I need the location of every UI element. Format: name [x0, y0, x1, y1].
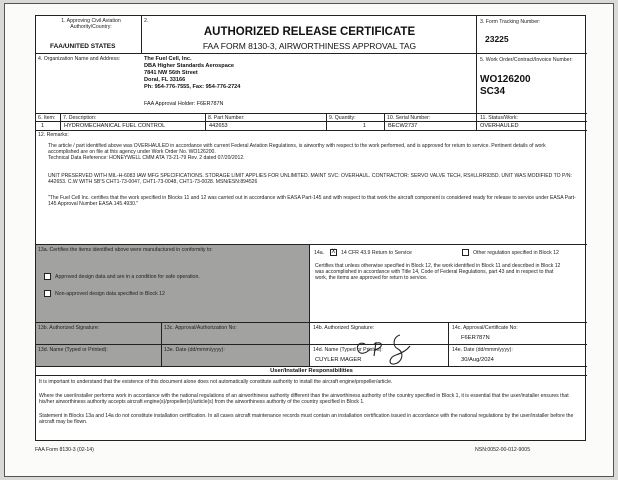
faa-approval-holder: FAA Approval Holder: F6ER787N — [144, 101, 224, 107]
header-status-label: 11. Status/Work: — [480, 115, 518, 121]
responsibilities-paragraph-2: Where the user/installer performs work in accordance with the national regulations of an airworthiness authority different than the airworthiness authority of the country specified in Block 1, it is essential that the user/installer ensures that his/her airworthiness authority accepts aircraft engine(s)/propeller(s)/article(s) from the airworthiness authority of the country specified in Block 1. — [39, 393, 569, 405]
item-number-value: 1 — [41, 123, 45, 129]
printed-name: CUYLER MAGER — [315, 357, 362, 363]
block-4-label: 4. Organization Name and Address: — [38, 56, 121, 62]
certificate-subtitle: FAA FORM 8130-3, AIRWORTHINESS APPROVAL TAG — [202, 41, 417, 51]
item-serial-number-value: BECW2737 — [388, 123, 418, 129]
block-13b — [36, 323, 162, 345]
remarks-label: 12. Remarks: — [38, 132, 69, 138]
block-14c-label: 14c. Approval/Certificate No: — [452, 325, 518, 331]
item-quantity — [327, 122, 385, 131]
item-number — [36, 122, 61, 131]
header-part-label: 8. Part Number: — [208, 115, 245, 121]
contract-number: SC34 — [480, 86, 506, 97]
block-3 — [477, 16, 587, 54]
block-14e-label: 14e. Date (dd/mmm/yyyy): — [452, 347, 513, 353]
org-name: The Fuel Cell, Inc. — [144, 56, 192, 62]
block-12-remarks — [36, 131, 587, 245]
cfr-43-9-label: 14 CFR 43.9 Return to Service — [341, 250, 412, 256]
approval-certificate-number: F6ER787N — [461, 335, 490, 341]
org-dba: DBA Higher Standards Aerospace — [144, 63, 235, 69]
item-description-value: HYDROMECHANICAL FUEL CONTROL — [64, 123, 166, 129]
block-13c — [162, 323, 310, 345]
header-item — [36, 114, 61, 122]
item-status — [477, 122, 587, 131]
header-quantity — [327, 114, 385, 122]
block-13d-label: 13d. Name (Typed or Printed): — [38, 347, 108, 353]
header-serial-label: 10. Serial Number: — [387, 115, 431, 121]
remarks-technical-data: Technical Data Reference: HONEYWELL CMM ATA 73-21-79 Rev. 2 dated 07/20/2012. — [48, 155, 245, 161]
header-description-label: 7. Description: — [63, 115, 97, 121]
block-14a-certification-text: Certifies that unless otherwise specified in Block 12, the work identified in Block 11 and described in Block 12 was accomplished in accordance with Title 14, Code of Federal Regulations, part 43 and in respect to that work, the items are approved for return to service. — [315, 263, 561, 281]
block-13a-label: 13a. Certifies the items identified above were manufactured in conformity to: — [38, 247, 213, 253]
checkbox-14cfr-43-9[interactable]: X — [331, 249, 336, 255]
org-city: Doral, FL 33166 — [144, 77, 186, 83]
header-item-label: 6. Item: — [38, 115, 56, 121]
non-approved-design-label: Non-approved design data specified in Block 12 — [55, 291, 165, 297]
block-13e-label: 13e. Date (dd/mmm/yyyy): — [164, 347, 225, 353]
remarks-paragraph-1: The article / part identified above was OVERHAULED in accordance with current Federal Aviation Regulations, is airworthy with respect to the work performed, and is approved for return to service. Pertinent details of work accomplished are on file at this agency under Work Order No. WO126200. — [48, 143, 546, 155]
block-13c-label: 13c. Approval/Authorization No: — [164, 325, 237, 331]
work-order-number: WO126200 — [480, 74, 531, 85]
header-quantity-label: 9. Quantity: — [329, 115, 356, 121]
responsibilities-paragraph-1: It is important to understand that the existence of this document alone does not automatically constitute authority to install the aircraft engine/propeller/article. — [39, 379, 393, 385]
item-part-number — [206, 122, 327, 131]
responsibilities-title: User/Installer Responsibilities — [270, 368, 353, 374]
footer-nsn: NSN:0052-00-012-9005 — [475, 447, 531, 453]
block-14a — [310, 245, 587, 323]
document-page — [4, 3, 614, 477]
certificate-title: AUTHORIZED RELEASE CERTIFICATE — [203, 26, 416, 38]
block-13d — [36, 345, 162, 367]
checkbox-non-approved-design[interactable] — [44, 290, 51, 297]
responsibilities-paragraph-3: Statement in Blocks 13a and 14a do not constitute installation certification. In all cases aircraft maintenance records must contain an installation certification issued in accordance with the national regulations by the user/installer before the aircraft may be flown. — [39, 413, 574, 425]
block-2-label: 2. — [144, 18, 149, 24]
responsibilities-title-row — [36, 367, 587, 376]
block-1 — [36, 16, 142, 54]
other-regulation-label: Other regulation specified in Block 12 — [473, 250, 559, 256]
remarks-paragraph-2: UNIT PRESERVED WITH MIL-H-6083 IAW MFG SPECIFICATIONS. STORAGE LIMIT APPLIES FOR UNLIMITED. MAINT SVC: OVERHAUL. CONTRACTOR: SERVO VALVE TECH, RS#LLRR935D. UNIT WAS MODIFIED TO P/N: 442653. C.W WITH SB'S CHT1-73-0047, CHT1-73-0048, CHT1-73-0028. MSN/ESN:894526 — [48, 173, 572, 185]
block-1-value: FAA/UNITED STATES — [50, 43, 116, 50]
footer-form-number: FAA Form 8130-3 (02-14) — [35, 447, 94, 453]
block-14b-label: 14b. Authorized Signature: — [313, 325, 375, 331]
block-14d-label: 14d. Name (Typed or Printed): — [313, 347, 383, 353]
block-4 — [36, 54, 477, 114]
header-description — [61, 114, 206, 122]
block-5-label: 5. Work Order/Contract/Invoice Number: — [480, 57, 573, 63]
header-status — [477, 114, 587, 122]
item-description — [61, 122, 206, 131]
item-part-number-value: 442653 — [209, 123, 228, 129]
form-tracking-number: 23225 — [485, 34, 509, 44]
block-2 — [142, 16, 477, 54]
org-street: 7841 NW 56th Street — [144, 70, 198, 76]
header-part — [206, 114, 327, 122]
block-13b-label: 13b. Authorized Signature: — [38, 325, 100, 331]
block-5 — [477, 54, 587, 114]
block-13e — [162, 345, 310, 367]
item-quantity-value: 1 — [362, 123, 366, 129]
block-14c — [449, 323, 587, 345]
block-3-label: 3. Form Tracking Number: — [480, 19, 541, 25]
org-phone: Ph: 954-776-7555, Fax: 954-776-2724 — [144, 84, 241, 90]
checkbox-approved-design[interactable] — [44, 273, 51, 280]
item-status-value: OVERHAULED — [480, 123, 519, 129]
block-14a-label: 14a. — [314, 250, 325, 256]
block-14e — [449, 345, 587, 367]
approved-design-label: Approved design data and are in a condition for safe operation. — [55, 274, 200, 280]
handwritten-signature — [352, 328, 412, 370]
header-serial — [385, 114, 477, 122]
signature-date: 30/Aug/2024 — [461, 357, 494, 363]
item-serial-number — [385, 122, 477, 131]
checkbox-other-regulation[interactable] — [462, 249, 469, 256]
block-13a — [36, 245, 310, 323]
remarks-paragraph-3: "The Fuel Cell Inc. certifies that the work specified in Blocks 11 and 12 was carried out in accordance with EASA Part-145 and with respect to that work the aircraft component is considered ready for release to service under EASA Part-145 Approval Number EASA.145.4930." — [48, 195, 576, 207]
release-certificate-form — [35, 15, 586, 441]
block-1-label: 1. Approving Civil Aviation Authority/Country: — [61, 18, 121, 30]
